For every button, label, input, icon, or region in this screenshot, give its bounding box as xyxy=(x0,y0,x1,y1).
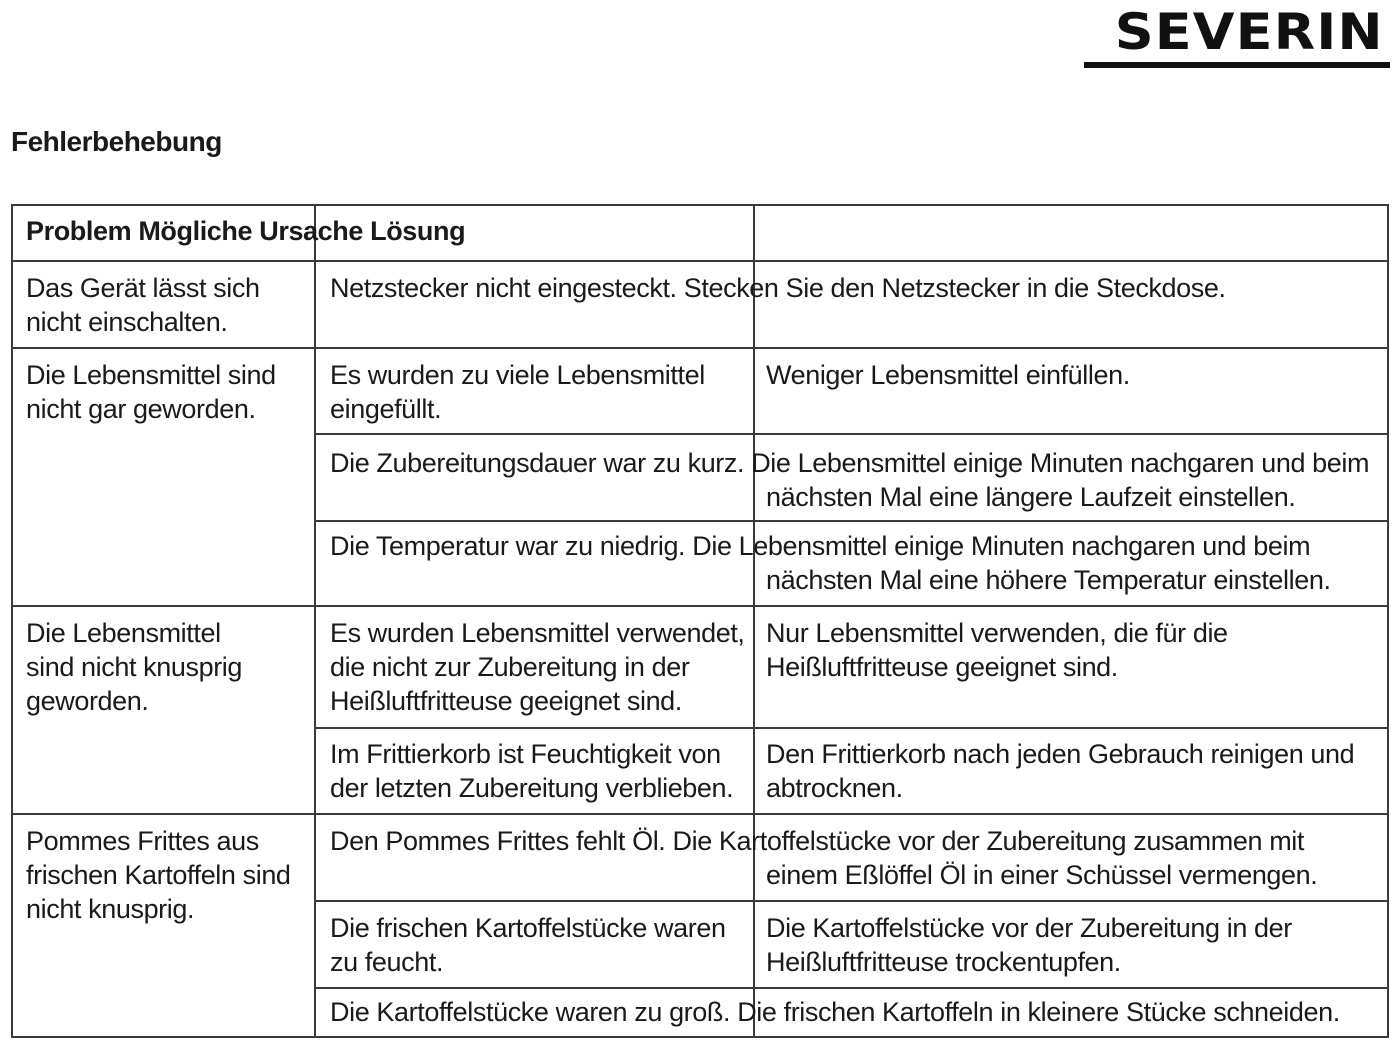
solution-cell: Die Kartoffelstücke vor der Zubereitung in der Heißluftfritteuse trockentupfen. xyxy=(766,913,1292,977)
cause-solution-text: Die Kartoffelstücke waren zu groß. Die frischen Kartoffeln in kleinere Stücke schneiden. xyxy=(330,997,1340,1027)
troubleshooting-table xyxy=(11,204,1389,1038)
solution-continuation: einem Eßlöffel Öl in einer Schüssel vermengen. xyxy=(766,860,1318,890)
solution-continuation: nächsten Mal eine höhere Temperatur einstellen. xyxy=(766,565,1331,595)
logo-underline xyxy=(1084,62,1390,68)
cause-solution-text: Netzstecker nicht eingesteckt. Stecken Sie den Netzstecker in die Steckdose. xyxy=(330,273,1226,303)
problem-cell: Das Gerät lässt sich nicht einschalten. xyxy=(26,273,260,337)
row-divider-header xyxy=(13,260,1387,262)
problem-cell: Die Lebensmittel sind nicht knusprig geworden. xyxy=(26,618,243,716)
cause-solution-text: Den Pommes Frittes fehlt Öl. Die Kartoffelstücke vor der Zubereitung zusammen mit xyxy=(330,826,1304,856)
problem-cell: Die Lebensmittel sind nicht gar geworden. xyxy=(26,360,276,424)
row-divider-group-1 xyxy=(13,347,1387,349)
severin-logo xyxy=(1084,3,1390,68)
row-divider-2a xyxy=(314,433,1387,435)
column-divider-2 xyxy=(753,206,755,1036)
row-divider-4b xyxy=(314,987,1387,989)
solution-continuation: nächsten Mal eine längere Laufzeit einstellen. xyxy=(766,482,1296,512)
row-divider-4a xyxy=(314,900,1387,902)
cause-solution-text: Die Zubereitungsdauer war zu kurz. Die Lebensmittel einige Minuten nachgaren und beim xyxy=(330,448,1370,478)
solution-cell: Weniger Lebensmittel einfüllen. xyxy=(766,360,1130,390)
row-divider-3a xyxy=(314,727,1387,729)
cause-cell: Die frischen Kartoffelstücke waren zu feucht. xyxy=(330,913,726,977)
page-title: Fehlerbehebung xyxy=(11,126,222,157)
row-divider-2b xyxy=(314,520,1387,522)
row-divider-group-2 xyxy=(13,605,1387,607)
problem-cell: Pommes Frittes aus frischen Kartoffeln sind nicht knusprig. xyxy=(26,826,291,924)
cause-cell: Es wurden Lebensmittel verwendet, die nicht zur Zubereitung in der Heißluftfritteuse geeignet sind. xyxy=(330,618,745,716)
row-divider-group-3 xyxy=(13,813,1387,815)
column-divider-1 xyxy=(314,206,316,1036)
solution-cell: Den Frittierkorb nach jeden Gebrauch reinigen und abtrocknen. xyxy=(766,739,1355,803)
solution-cell: Nur Lebensmittel verwenden, die für die Heißluftfritteuse geeignet sind. xyxy=(766,618,1228,682)
brand-name: SEVERIN xyxy=(1114,3,1384,61)
cause-cell: Es wurden zu viele Lebensmittel eingefüllt. xyxy=(330,360,705,424)
cause-cell: Im Frittierkorb ist Feuchtigkeit von der letzten Zubereitung verblieben. xyxy=(330,739,734,803)
table-header: Problem Mögliche Ursache Lösung xyxy=(26,216,466,246)
cause-solution-text: Die Temperatur war zu niedrig. Die Lebensmittel einige Minuten nachgaren und beim xyxy=(330,531,1311,561)
